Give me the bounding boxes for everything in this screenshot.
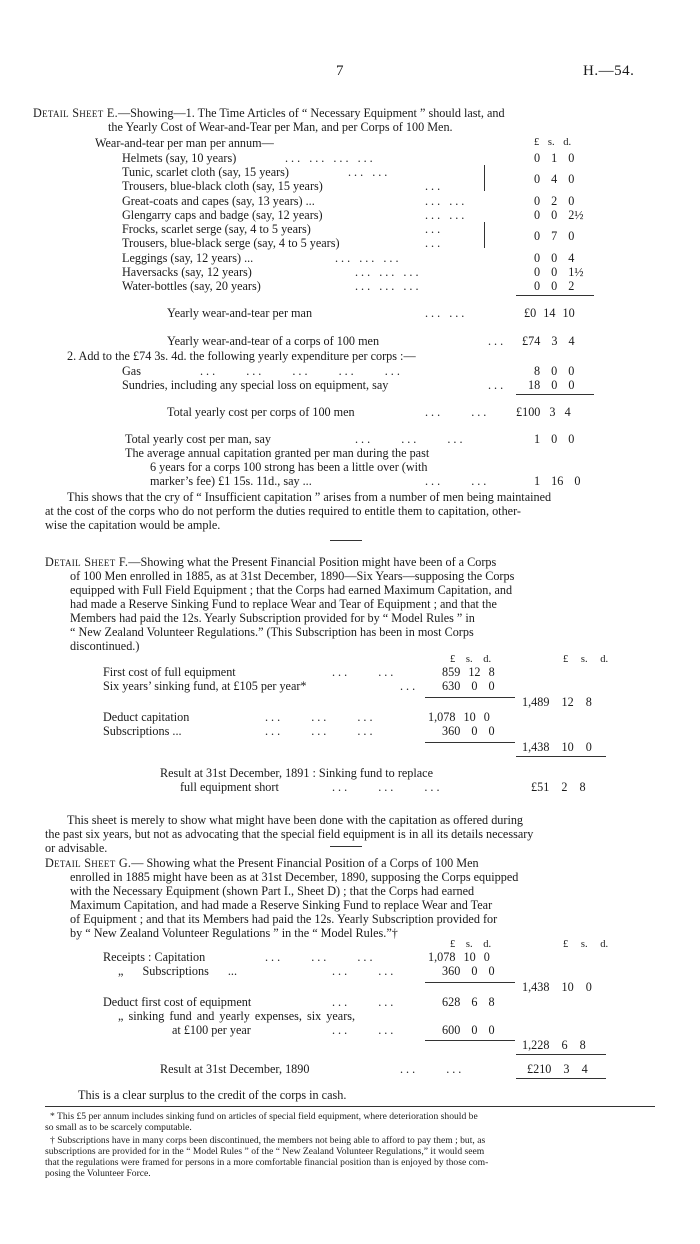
rule (516, 1054, 606, 1055)
first-cost-value: 859 12 8 (442, 665, 495, 679)
sundries-label: Sundries, including any special loss on equipment, say (122, 378, 389, 392)
sheet-g-title: Detail Sheet G. (45, 856, 132, 870)
rule (425, 982, 515, 983)
subscriptions-value: 360 0 0 (442, 724, 495, 738)
deduct-capitation-value: 1,078 10 0 (428, 710, 490, 724)
dots: ... (488, 334, 507, 348)
conclusion-line2: at the cost of the corps who do not perform the duties required to entitle them to capitation, other- (45, 504, 521, 518)
rule (516, 295, 594, 296)
capitation-text-line3: marker’s fee) £1 15s. 11d., say ... (150, 474, 312, 488)
dots: ... ... ... (355, 432, 466, 446)
item-brace (481, 222, 485, 248)
footnote-dagger-line4: posing the Volunteer Force. (45, 1168, 151, 1179)
sheet-g-heading-line: of Equipment ; and that its Members had paid the 12s. Yearly Subscription provided for (70, 912, 498, 926)
note-line1: This sheet is merely to show what might have been done with the capitation as offered during (67, 813, 524, 827)
sheet-e-intro: Wear-and-tear per man per annum— (95, 136, 274, 150)
footnote-dagger-line2: subscriptions are provided for in the “ Model Rules ” of the “ New Zealand Volunteer Regulations,” it would seem (45, 1146, 485, 1157)
sheet-f-column-header-a: £ s. d. (450, 654, 492, 665)
item-value-tunic-trousers: 0 4 0 (534, 172, 575, 186)
receipts-value: 1,078 10 0 (428, 950, 490, 964)
page-number: 7 (336, 63, 344, 79)
item-value-leggings: 0 0 4 (534, 251, 575, 265)
total-man-value: 1 0 0 (534, 432, 575, 446)
sinking-fund-value: 630 0 0 (442, 679, 495, 693)
sheet-f-heading-line: had made a Reserve Sinking Fund to replace Wear and Tear of Equipment ; and that the (70, 597, 497, 611)
sheet-e-column-header: £ s. d. (534, 137, 572, 148)
total-corps-value: £100 3 4 (516, 405, 571, 419)
gas-label: Gas (122, 364, 141, 378)
sheet-f-heading-line: discontinued.) (70, 639, 140, 653)
result-value: £51 2 8 (531, 780, 586, 794)
g-subtotal-2: 1,228 6 8 (522, 1038, 586, 1052)
item-dots: ... (425, 236, 444, 250)
item-value-frocks-trousers: 0 7 0 (534, 229, 575, 243)
item-label-tunic: Tunic, scarlet cloth (say, 15 years) (122, 165, 289, 179)
sheet-f-heading (45, 555, 496, 569)
dots: ... ... ... ... ... (200, 364, 403, 378)
deduct-equipment-value: 628 6 8 (442, 995, 495, 1009)
sheet-e-heading (33, 106, 505, 120)
result-line1: Result at 31st December, 1891 : Sinking fund to replace (160, 766, 433, 780)
sheet-g-heading-line: by “ New Zealand Volunteer Regulations ” in the “ Model Rules.”† (70, 926, 398, 940)
item-value-helmets: 0 1 0 (534, 151, 575, 165)
dots: ... (400, 679, 419, 693)
item-dots: ... ... (425, 194, 468, 208)
capitation-value: 1 16 0 (534, 474, 581, 488)
subscriptions-label: Subscriptions ... (103, 724, 182, 738)
g-subscriptions-value: 360 0 0 (442, 964, 495, 978)
sheet-f-heading-line: equipped with Full Field Equipment ; that the Corps had earned Maximum Capitation, and (70, 583, 513, 597)
sheet-g-heading-text: — Showing what the Present Financial Position of a Corps of 100 Men (131, 856, 479, 870)
item-dots: ... ... (425, 208, 468, 222)
item-label-helmets: Helmets (say, 10 years) (122, 151, 237, 165)
result-line2: full equipment short (180, 780, 279, 794)
item-label-great-coats: Great-coats and capes (say, 13 years) ... (122, 194, 315, 208)
item-brace (481, 165, 485, 191)
dots: ... ... ... (332, 780, 443, 794)
item-value-water-bottles: 0 0 2 (534, 279, 575, 293)
deduct-equipment-label: Deduct first cost of equipment (103, 995, 252, 1009)
rule (425, 742, 515, 743)
capitation-text-line1: The average annual capitation granted per man during the past (125, 446, 430, 460)
sheet-f-column-header-b: £ s. d. (563, 654, 609, 665)
surplus-note: This is a clear surplus to the credit of the corps in cash. (78, 1088, 347, 1102)
rule (425, 697, 515, 698)
rule (516, 1078, 606, 1079)
item-value-glengarry: 0 0 2½ (534, 208, 584, 222)
total-man-label: Total yearly cost per man, say (125, 432, 272, 446)
rule (516, 756, 606, 757)
dots: ... ... (332, 995, 397, 1009)
item-label-water-bottles: Water-bottles (say, 20 years) (122, 279, 261, 293)
item-dots: ... ... ... (355, 279, 422, 293)
part2-intro: 2. Add to the £74 3s. 4d. the following yearly expenditure per corps :— (67, 349, 416, 363)
sheet-g-column-header-b: £ s. d. (563, 939, 609, 950)
sheet-g-heading (45, 856, 479, 870)
sheet-g-heading-line: enrolled in 1885 might have been as at 31st December, 1890, supposing the Corps equipped (70, 870, 519, 884)
dots: ... ... (332, 1023, 397, 1037)
g-sinking-value: 600 0 0 (442, 1023, 495, 1037)
sheet-g-heading-line: Maximum Capitation, and had made a Reserve Sinking Fund to replace Wear and Tear (70, 898, 493, 912)
document-code: H.—54. (583, 63, 635, 79)
dots: ... ... (425, 405, 490, 419)
yearly-corps-value: £74 3 4 (522, 334, 575, 348)
receipts-label: Receipts : Capitation (103, 950, 206, 964)
item-dots: ... (425, 222, 444, 236)
subtotal-1: 1,489 12 8 (522, 695, 592, 709)
conclusion-line1: This shows that the cry of “ Insufficient capitation ” arises from a number of men being maintained (67, 490, 552, 504)
item-dots: ... (425, 179, 444, 193)
sheet-f-heading-text: —Showing what the Present Financial Position might have been of a Corps (128, 555, 497, 569)
item-value-haversacks: 0 0 1½ (534, 265, 584, 279)
item-label-trousers-serge: Trousers, blue-black serge (say, 4 to 5 years) (122, 236, 340, 250)
sundries-value: 18 0 0 (528, 378, 575, 392)
item-label-leggings: Leggings (say, 12 years) ... (122, 251, 254, 265)
dots: ... ... (425, 306, 468, 320)
item-dots: ... ... ... (355, 265, 422, 279)
g-sinking-line2: at £100 per year (172, 1023, 251, 1037)
footnote-rule (45, 1106, 655, 1107)
sheet-e-title: Detail Sheet E. (33, 106, 118, 120)
item-label-trousers-cloth: Trousers, blue-black cloth (say, 15 years) (122, 179, 323, 193)
deduct-capitation-label: Deduct capitation (103, 710, 190, 724)
first-cost-label: First cost of full equipment (103, 665, 236, 679)
g-result-value: £210 3 4 (527, 1062, 588, 1076)
conclusion-line3: wise the capitation would be ample. (45, 518, 221, 532)
sheet-f-heading-line: Members had paid the 12s. Yearly Subscription provided for by “ Model Rules ” in (70, 611, 475, 625)
section-divider (330, 540, 362, 541)
yearly-per-man-label: Yearly wear-and-tear per man (167, 306, 313, 320)
item-label-glengarry: Glengarry caps and badge (say, 12 years) (122, 208, 323, 222)
g-subscriptions-label: „ Subscriptions ... (118, 964, 238, 978)
gas-value: 8 0 0 (534, 364, 575, 378)
sheet-g-heading-line: with the Necessary Equipment (shown Part I., Sheet D) ; that the Corps had earned (70, 884, 475, 898)
footnote-star-line2: so small as to be scarcely computable. (45, 1122, 192, 1133)
g-result-label: Result at 31st December, 1890 (160, 1062, 310, 1076)
rule (516, 394, 594, 395)
dots: ... ... (332, 964, 397, 978)
dots: ... ... (332, 665, 397, 679)
dots: ... (488, 378, 507, 392)
item-dots: ... ... ... (335, 251, 402, 265)
item-label-haversacks: Haversacks (say, 12 years) (122, 265, 252, 279)
sheet-f-title: Detail Sheet F. (45, 555, 129, 569)
sinking-fund-label: Six years’ sinking fund, at £105 per year* (103, 679, 307, 693)
g-subtotal-1: 1,438 10 0 (522, 980, 592, 994)
dots: ... ... ... (265, 724, 376, 738)
sheet-e-heading-line2: the Yearly Cost of Wear-and-Tear per Man, and per Corps of 100 Men. (108, 120, 453, 134)
dots: ... ... ... (265, 950, 376, 964)
dots: ... ... ... (265, 710, 376, 724)
yearly-corps-label: Yearly wear-and-tear of a corps of 100 men (167, 334, 380, 348)
footnote-star-line1: * This £5 per annum includes sinking fund on articles of special field equipment, where deterioration should be (50, 1111, 478, 1122)
sheet-g-column-header-a: £ s. d. (450, 939, 492, 950)
yearly-per-man-value: £0 14 10 (524, 306, 575, 320)
item-value-great-coats: 0 2 0 (534, 194, 575, 208)
sheet-e-heading-text: —Showing—1. The Time Articles of “ Necessary Equipment ” should last, and (117, 106, 505, 120)
note-line2: the past six years, but not as advocating that the special field equipment is in all its details necessary (45, 827, 534, 841)
sheet-f-heading-line: of 100 Men enrolled in 1885, as at 31st December, 1890—Six Years—supposing the Corps (70, 569, 515, 583)
footnote-dagger-line1: † Subscriptions have in many corps been discontinued, the members not being able to afford to pay them ; but, as (50, 1135, 486, 1146)
capitation-text-line2: 6 years for a corps 100 strong has been a little over (with (150, 460, 428, 474)
item-dots: ... ... ... ... (285, 151, 376, 165)
total-corps-label: Total yearly cost per corps of 100 men (167, 405, 355, 419)
rule (425, 1040, 515, 1041)
item-dots: ... ... (348, 165, 391, 179)
dots: ... ... (425, 474, 490, 488)
subtotal-2: 1,438 10 0 (522, 740, 592, 754)
g-sinking-line1: „ sinking fund and yearly expenses, six years, (118, 1009, 356, 1023)
footnote-dagger-line3: that the regulations were framed for persons in a more comfortable financial position than is enjoyed by those com- (45, 1157, 489, 1168)
sheet-f-heading-line: “ New Zealand Volunteer Regulations.” (This Subscription has been in most Corps (70, 625, 474, 639)
section-divider (330, 846, 362, 847)
item-label-frocks: Frocks, scarlet serge (say, 4 to 5 years) (122, 222, 311, 236)
dots: ... ... (400, 1062, 465, 1076)
note-line3: or advisable. (45, 841, 108, 855)
